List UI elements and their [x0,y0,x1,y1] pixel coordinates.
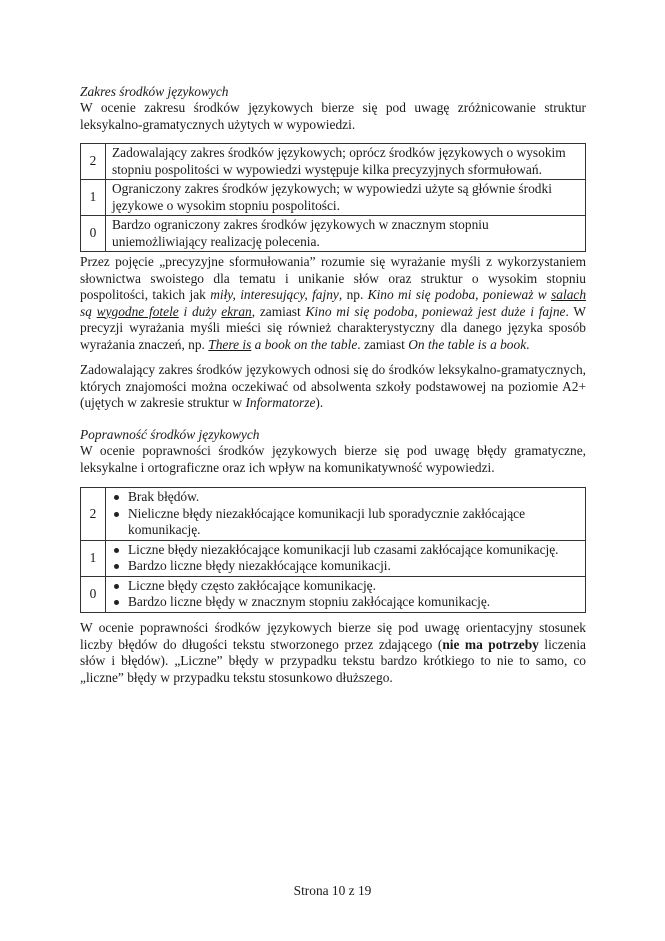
underlined-word: salach [551,287,587,302]
bullet-text: Liczne błędy często zakłócające komunikację. [128,577,376,593]
bullet-text: Liczne błędy niezakłócające komunikacji lub czasami zakłócające komunikację. [128,541,559,557]
text-run: ). [315,395,324,410]
score-cell: 2 [81,488,106,541]
text-run: , zamiast [251,303,306,319]
range-criteria-table [80,143,586,252]
text-run: . W precyzji wyrażania myśli mieści się również charakterystyczny dla danego języka sposób wyrażania znaczeń, np. [80,303,586,352]
description-cell: Ograniczony zakres środków językowych; w wypowiedzi użyte są głównie środki językowe o wysokim stopniu pospolitości. [106,180,586,216]
text-run: a book on the table [251,336,358,352]
italic-examples: miły, interesujący, fajny [210,287,339,302]
text-run: Zadowalający zakres środków językowych odnosi się do środków leksykalno-gramatycznych, których znajomości można oczekiwać od absolwenta szkoły podstawowej na poziomie A2+ (ujętych w zakresie struktur w [80,362,586,410]
bullet-icon [114,584,119,589]
bullet-icon [114,548,119,553]
table-row [81,180,586,216]
bullet-icon [114,564,119,569]
table-row [81,488,586,541]
italic-reference: Informatorze [245,395,316,410]
bullet-item [128,489,581,506]
table-row [81,576,586,612]
sufficient-range-paragraph [80,362,586,412]
text-run: liczenia słów i błędów). „Liczne” błędy w przypadku tekstu bardzo krótkiego to nie to samo, co „liczne” błędy w przypadku tekstu stosunkowo dłuższego. [80,636,586,685]
description-cell [106,488,586,541]
bullet-list [112,578,581,611]
bullet-item [128,558,581,575]
bullet-list [112,542,581,575]
text-run: , np. [338,287,368,302]
score-cell: 0 [81,216,106,252]
example-sentence [208,337,357,352]
score-cell: 0 [81,576,106,612]
example-sentence: On the table is a book [408,336,527,352]
table-row [81,540,586,576]
text-run: Kino mi się podoba, ponieważ w [367,287,552,302]
bullet-text: Bardzo liczne błędy w znacznym stopniu zakłócające komunikację. [128,594,491,609]
underlined-word: ekran [221,303,252,319]
bullet-item [128,506,581,539]
bullet-item [128,594,581,611]
bullet-icon [114,495,119,500]
description-cell [106,540,586,576]
bullet-list [112,489,581,539]
text-run: są [80,303,97,319]
underlined-word: There is [208,336,252,352]
page-number: Strona 10 z 19 [293,883,372,898]
precise-phrasing-paragraph [80,254,586,353]
description-cell: Zadowalający zakres środków językowych; oprócz środków językowych o wysokim stopniu pospolitości w wypowiedzi występuje kilka precyzyjnych sformułowań. [106,144,586,180]
example-sentence: Kino mi się podoba, ponieważ jest duże i fajne [305,303,566,319]
bullet-item [128,542,581,559]
description-cell: Bardzo ograniczony zakres środków językowych w znacznym stopniu uniemożliwiający realizację polecenia. [106,216,586,252]
section-intro-range: W ocenie zakresu środków językowych bierze się pod uwagę zróżnicowanie struktur leksykalno-gramatycznych użytych w wypowiedzi. [80,100,586,132]
score-cell: 2 [81,144,106,180]
error-ratio-paragraph [80,620,586,686]
text-run: i duży [178,303,222,319]
text-run: . zamiast [357,336,409,352]
description-cell [106,576,586,612]
bullet-item [128,578,581,595]
text-run: . [526,336,530,352]
score-cell: 1 [81,540,106,576]
text-run: W ocenie poprawności środków językowych bierze się pod uwagę orientacyjny stosunek liczby błędów do długości tekstu stworzonego przez zdającego ( [80,620,586,652]
table-row [81,144,586,180]
bullet-text: Bardzo liczne błędy niezakłócające komunikacji. [128,558,391,573]
section-heading-correctness: Poprawność środków językowych [80,427,260,442]
bullet-text: Brak błędów. [128,489,200,504]
correctness-criteria-table [80,487,586,613]
bullet-icon [114,512,119,517]
text-run: Przez pojęcie „precyzyjne sformułowania” rozumie się wyrażanie myśli z wykorzystaniem słownictwa swoistego dla tematu i unikanie słów oraz struktur o wysokim stopniu pospolitości, takich jak [80,254,586,302]
score-cell: 1 [81,180,106,216]
bullet-icon [114,600,119,605]
section-heading-range: Zakres środków językowych [80,84,229,99]
table-row [81,216,586,252]
bold-emphasis: nie ma potrzeby [442,636,539,652]
section-intro-correctness: W ocenie poprawności środków językowych bierze się pod uwagę błędy gramatyczne, leksykalne i ortograficzne oraz ich wpływ na komunikatywność wypowiedzi. [80,443,586,475]
bullet-text: Nieliczne błędy niezakłócające komunikacji lub sporadycznie zakłócające komunikację. [128,505,526,537]
underlined-word: wygodne fotele [96,303,179,319]
